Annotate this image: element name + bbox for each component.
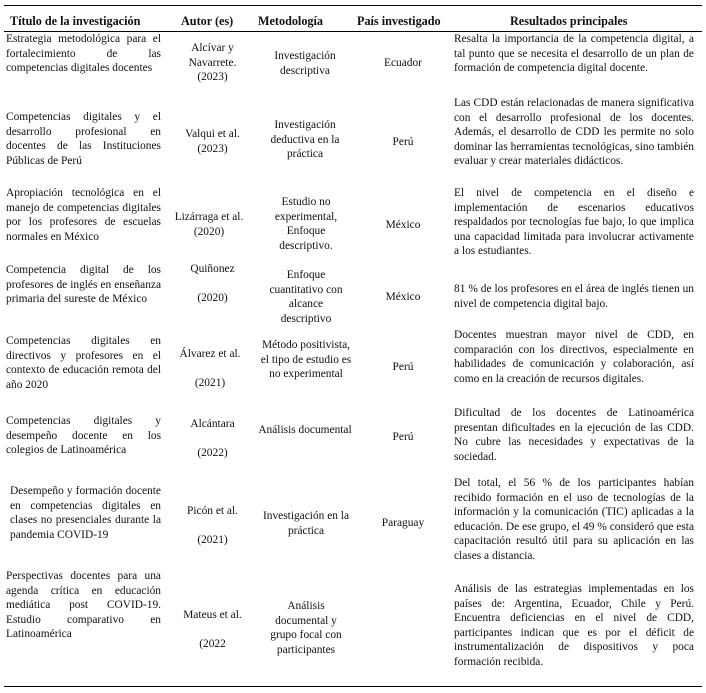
- cell-results: Del total, el 56 % de los participantes habían recibido formación en el uso de tecnologías de la información y la comunicación (TIC) aplicadas a la educación. De ese grupo, el 49 % consideró que esta capacitación resultó útil para su aplicación en las clases a distancia.: [454, 477, 694, 562]
- cell-country: México: [385, 219, 421, 231]
- cell-author: Mateus et al. (2022: [183, 609, 242, 650]
- cell-title: Competencia digital de los profesores de inglés en enseñanza primaria del sureste de México: [6, 264, 161, 305]
- cell-author: Picón et al. (2021): [187, 505, 238, 546]
- cell-author: Alcántara (2022): [190, 418, 235, 459]
- cell-author: Alcívar y Navarrete. (2023): [188, 42, 237, 83]
- cell-title: Perspectivas docentes para una agenda crítica en educación mediática post COVID-19. Estudio comparativo en Latinoamérica: [6, 570, 161, 640]
- cell-author: Valqui et al. (2023): [185, 128, 240, 155]
- cell-country: Paraguay: [381, 517, 425, 529]
- cell-method: Estudio no experimental, Enfoque descriptivo.: [274, 196, 338, 252]
- header-author: Autor (es): [181, 14, 234, 28]
- cell-method: Investigación en la práctica: [262, 510, 350, 537]
- cell-results: Las CDD están relacionadas de manera significativa con el desarrollo profesional de los docentes. Además, el desarrollo de CDD les permite no solo dominar las herramientas tecnológicas, sino también evaluar y crear materiales didácticos.: [454, 97, 694, 167]
- cell-results: 81 % de los profesores en el área de inglés tienen un nivel de competencia digital bajo.: [454, 283, 694, 310]
- cell-results: El nivel de competencia en el diseño e implementación de escenarios educativos respaldados por tecnologías fue bajo, lo que implica una capacidad limitada para involucrar activamente a los estudiantes.: [454, 187, 694, 257]
- cell-country: Perú: [392, 431, 414, 443]
- header-method: Metodología: [258, 14, 323, 28]
- cell-method: Método positivista, el tipo de estudio es no experimental: [260, 339, 352, 380]
- cell-title: Competencias digitales y el desarrollo profesional en docentes de las Instituciones Públicas de Perú: [6, 111, 161, 167]
- cell-method: Análisis documental: [258, 424, 352, 436]
- cell-title: Apropiación tecnológica en el manejo de competencias digitales por los profesores de escuelas normales en México: [6, 187, 161, 243]
- cell-country: México: [385, 291, 421, 303]
- cell-results: Análisis de las estrategias implementadas en los países de: Argentina, Ecuador, Chile y Perú. Encuentra deficiencias en el nivel de CDD, participantes indican que es por el déficit de instrumentalización de dispositivos y poca formación recibida.: [454, 583, 694, 668]
- cell-method: Enfoque cuantitativo con alcance descriptivo: [269, 269, 343, 325]
- cell-author: Álvarez et al. (2021): [179, 348, 241, 389]
- cell-country: Perú: [392, 361, 414, 373]
- cell-method: Investigación descriptiva: [274, 50, 336, 77]
- rule-bottom: [4, 686, 702, 687]
- cell-author: Lizárraga et al. (2020): [174, 211, 244, 238]
- cell-method: Análisis documental y grupo focal con participantes: [270, 600, 342, 656]
- cell-title: Competencias digitales en directivos y profesores en el contexto de educación remota del año 2020: [6, 335, 161, 391]
- cell-title: Estrategia metodológica para el fortalecimiento de las competencias digitales docentes: [6, 33, 161, 74]
- cell-title: Desempeño y formación docente en competencias digitales en clases no presenciales durante la pandemia COVID-19: [10, 485, 161, 541]
- cell-results: Dificultad de los docentes de Latinoamérica presentan dificultades en la ejecución de las CDD. No cubre las necesidades y expectativas de la sociedad.: [454, 407, 694, 463]
- cell-method: Investigación deductiva en la práctica: [270, 119, 340, 160]
- header-country: País investigado: [357, 14, 441, 28]
- cell-results: Docentes muestran mayor nivel de CDD, en comparación con los directivos, especialmente en habilidades de comunicación y colaboración, así como en la creación de recursos digitales.: [454, 329, 694, 385]
- cell-title: Competencias digitales y desempeño docente en los colegios de Latinoamérica: [6, 415, 161, 456]
- header-title: Título de la investigación: [10, 14, 141, 28]
- cell-country: Perú: [392, 136, 414, 148]
- rule-top: [4, 5, 702, 6]
- cell-country: Ecuador: [384, 57, 422, 69]
- cell-results: Resalta la importancia de la competencia digital, a tal punto que se necesita el desarrollo de un plan de formación de competencia digital docente.: [454, 33, 694, 74]
- header-results: Resultados principales: [510, 14, 628, 28]
- cell-author: Quiñonez (2020): [190, 263, 235, 304]
